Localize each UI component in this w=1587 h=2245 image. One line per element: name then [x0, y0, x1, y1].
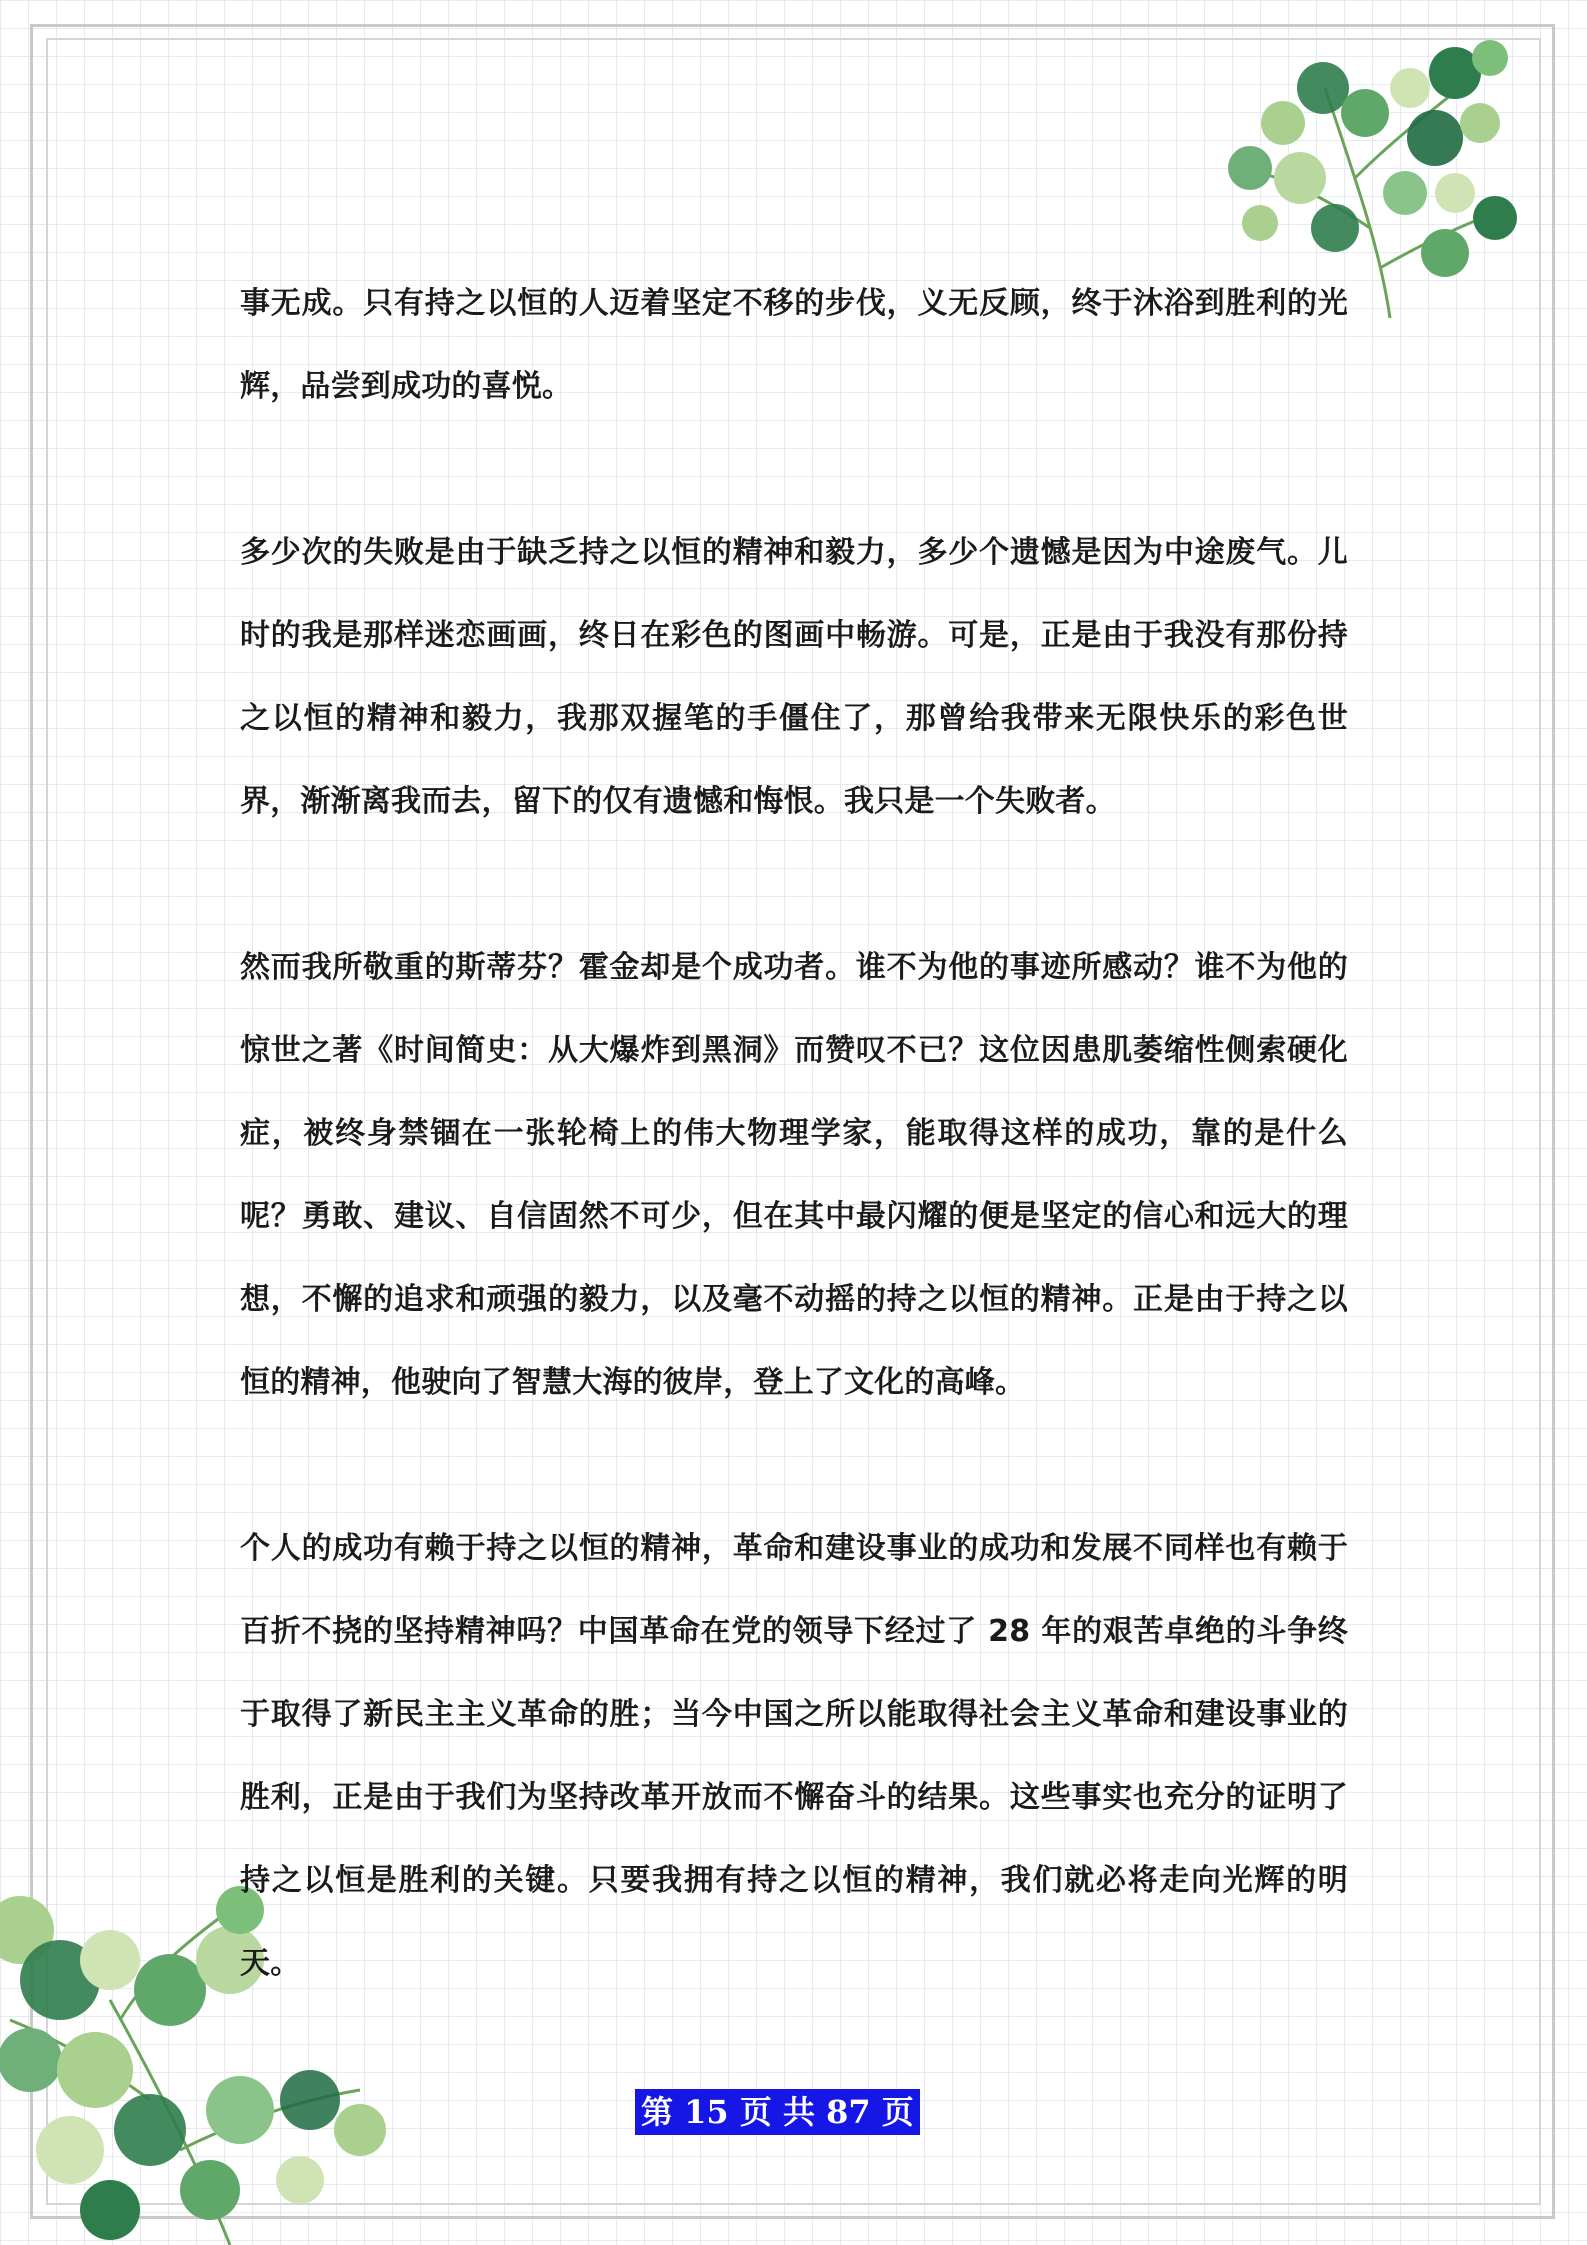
document-body — [240, 262, 1348, 2088]
paragraph-4: 个人的成功有赖于持之以恒的精神，革命和建设事业的成功和发展不同样也有赖于百折不挠的坚持精神吗？中国革命在党的领导下经过了 28 年的艰苦卓绝的斗争终于取得了新民主主义革命的胜；当今中国之所以能取得社会主义革命和建设事业的胜利，正是由于我们为坚持改革开放而不懈奋斗的结果。这些事实也充分的证明了持之以恒是胜利的关键。只要我拥有持之以恒的精神，我们就必将走向光辉的明天。 — [240, 1531, 1348, 1981]
paragraph-1: 事无成。只有持之以恒的人迈着坚定不移的步伐，义无反顾，终于沐浴到胜利的光辉，品尝到成功的喜悦。 — [240, 286, 1348, 404]
paragraph-2: 多少次的失败是由于缺乏持之以恒的精神和毅力，多少个遗憾是因为中途废气。儿时的我是那样迷恋画画，终日在彩色的图画中畅游。可是，正是由于我没有那份持之以恒的精神和毅力，我那双握笔的手僵住了，那曾给我带来无限快乐的彩色世界，渐渐离我而去，留下的仅有遗憾和悔恨。我只是一个失败者。 — [240, 535, 1348, 819]
page-number-footer: 第 15 页 共 87 页 — [635, 2089, 920, 2135]
paragraph-3: 然而我所敬重的斯蒂芬？霍金却是个成功者。谁不为他的事迹所感动？谁不为他的惊世之著《时间简史：从大爆炸到黑洞》而赞叹不已？这位因患肌萎缩性侧索硬化症，被终身禁锢在一张轮椅上的伟大物理学家，能取得这样的成功，靠的是什么呢？勇敢、建议、自信固然不可少，但在其中最闪耀的便是坚定的信心和远大的理想，不懈的追求和顽强的毅力，以及毫不动摇的持之以恒的精神。正是由于持之以恒的精神，他驶向了智慧大海的彼岸，登上了文化的高峰。 — [240, 950, 1348, 1400]
